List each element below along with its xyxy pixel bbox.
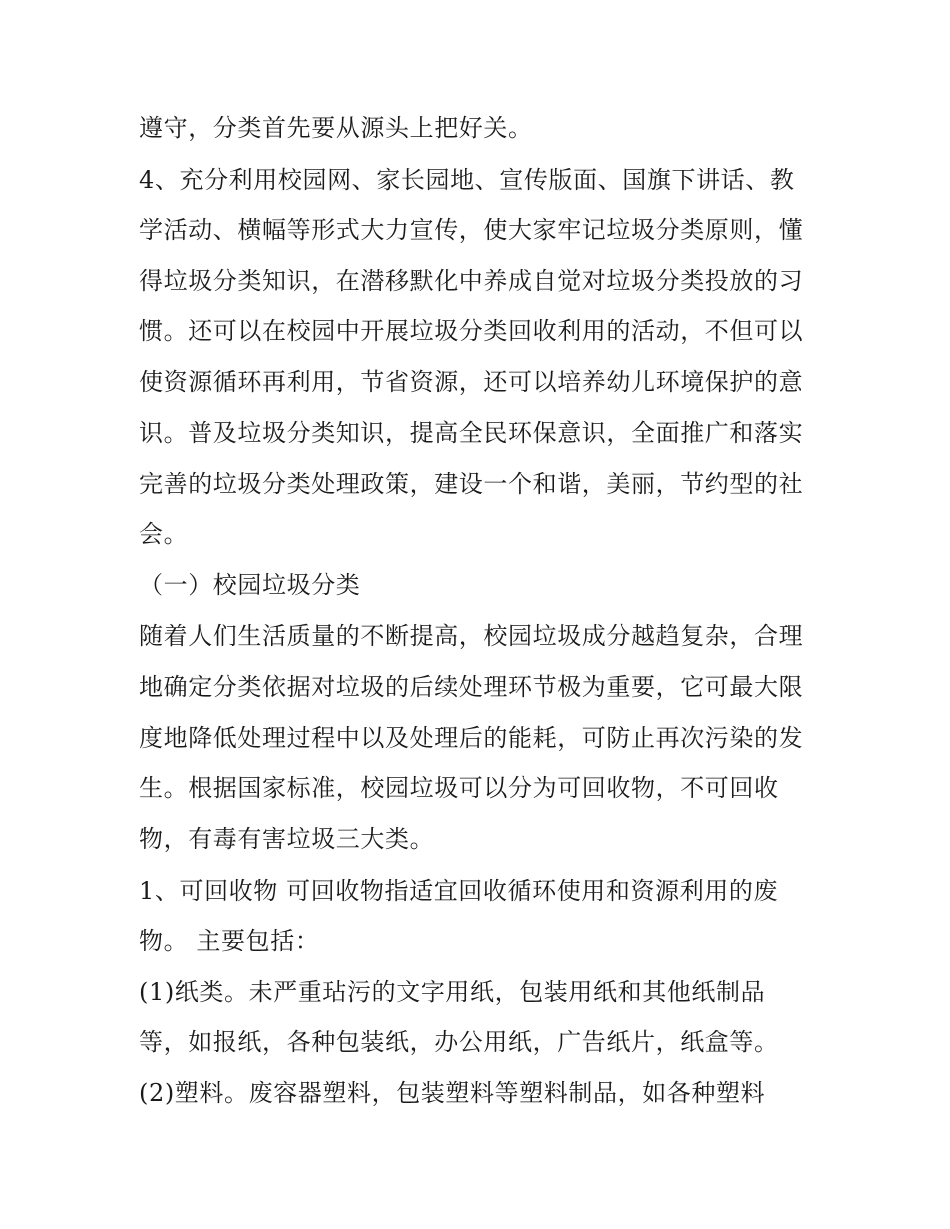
text-line: 等，如报纸，各种包装纸，办公用纸，广告纸片，纸盒等。 bbox=[139, 1028, 779, 1056]
text-line: 得垃圾分类知识，在潜移默化中养成自觉对垃圾分类投放的习 bbox=[139, 267, 804, 295]
section-heading: （一）校园垃圾分类 bbox=[139, 571, 361, 599]
text-line: 会。 bbox=[139, 520, 189, 548]
text-line: (2)塑料。废容器塑料，包装塑料等塑料制品，如各种塑料 bbox=[139, 1079, 766, 1107]
text-line: 惯。还可以在校园中开展垃圾分类回收利用的活动，不但可以 bbox=[139, 317, 804, 345]
text-line: 物。 主要包括： bbox=[139, 927, 320, 955]
text-line: 度地降低处理过程中以及处理后的能耗，可防止再次污染的发 bbox=[139, 724, 804, 752]
text-line: 使资源循环再利用，节省资源，还可以培养幼儿环境保护的意 bbox=[139, 368, 804, 396]
text-line: 遵守，分类首先要从源头上把好关。 bbox=[139, 114, 533, 142]
text-line: 4、充分利用校园网、家长园地、宣传版面、国旗下讲话、教 bbox=[139, 166, 795, 194]
text-line: 生。根据国家标准，校园垃圾可以分为可回收物，不可回收 bbox=[139, 774, 779, 802]
text-line: 物，有毒有害垃圾三大类。 bbox=[139, 825, 435, 853]
text-line: 识。普及垃圾分类知识，提高全民环保意识，全面推广和落实 bbox=[139, 419, 804, 447]
text-line: 完善的垃圾分类处理政策，建设一个和谐，美丽，节约型的社 bbox=[139, 470, 804, 498]
text-line: (1)纸类。未严重玷污的文字用纸，包装用纸和其他纸制品 bbox=[139, 978, 766, 1006]
text-line: 地确定分类依据对垃圾的后续处理环节极为重要，它可最大限 bbox=[139, 673, 804, 701]
text-line: 随着人们生活质量的不断提高，校园垃圾成分越趋复杂，合理 bbox=[139, 622, 804, 650]
text-line: 学活动、横幅等形式大力宣传，使大家牢记垃圾分类原则，懂 bbox=[139, 216, 804, 244]
text-line: 1、可回收物 可回收物指适宜回收循环使用和资源利用的废 bbox=[139, 877, 779, 905]
